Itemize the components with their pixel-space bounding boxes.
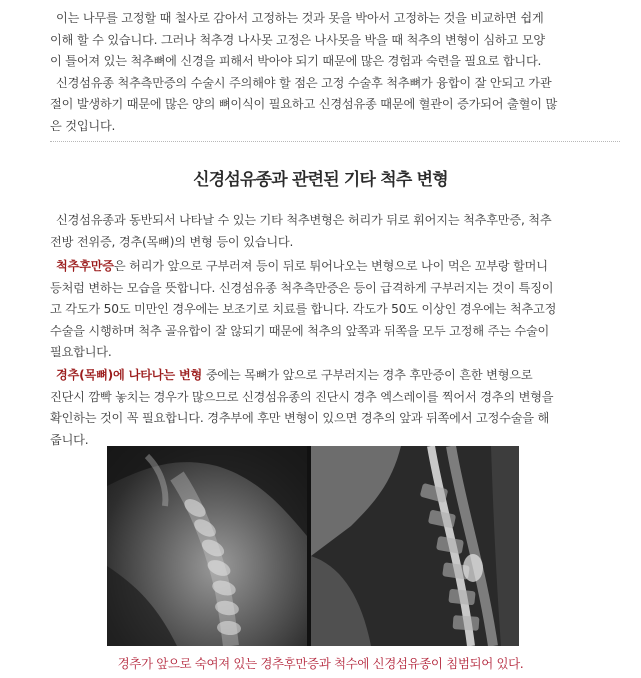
intro-line: 이 틀어져 있는 척추뼈에 신경을 피해서 박아야 되기 때문에 많은 경험과 숙련을 필요로 합니다. [50, 54, 542, 69]
other-deformities-line: 신경섬유종과 동반되서 나타날 수 있는 기타 척추변형은 허리가 뒤로 휘어지는 척추후만증, 척추 [56, 213, 552, 227]
cervical-line: 확인하는 것이 꼭 필요합니다. 경추부에 후만 변형이 있으면 경추의 앞과 뒤쪽에서 고정수술을 해 [50, 411, 550, 426]
intro-line: 은 것입니다. [50, 118, 116, 133]
mri-drawing [311, 446, 519, 646]
figure-caption: 경추가 앞으로 숙여져 있는 경추후만증과 척수에 신경섬유종이 침범되어 있다. [117, 656, 524, 671]
cervical-first-rest: 중에는 목뼈가 앞으로 구부러지는 경추 후만증이 흔한 변형으로 [202, 368, 533, 382]
kyphosis-line: 고 각도가 50도 미만인 경우에는 보조기로 치료를 합니다. 각도가 50도 이상인 경우에는 척추고정 [50, 302, 557, 317]
cervical-first-line [50, 365, 620, 387]
kyphosis-first-rest: 은 허리가 앞으로 구부러져 등이 뒤로 튀어나오는 변형으로 나이 먹은 꼬부랑 할머니 [113, 259, 548, 273]
cervical-xray-image [107, 446, 307, 646]
intro-line: 절이 발생하기 때문에 많은 양의 뼈이식이 필요하고 신경섬유종 때문에 혈관이 증가되어 출혈이 많 [50, 97, 558, 112]
section-title: 신경섬유종과 관련된 기타 척추 변형 [193, 170, 448, 190]
xray-drawing [107, 446, 307, 646]
intro-paragraph [50, 8, 620, 138]
spine-figure [107, 446, 519, 646]
cervical-term: 경추(목뼈)에 나타나는 변형 [56, 368, 203, 382]
kyphosis-line: 수술을 시행하며 척추 골유합이 잘 않되기 때문에 척추의 앞쪽과 뒤쪽을 모두 고정해 주는 수술이 [50, 323, 550, 338]
dotted-divider [50, 141, 620, 142]
other-deformities-line: 전방 전위증, 경추(목뼈)의 변형 등이 있습니다. [50, 234, 294, 249]
cervical-line: 진단시 깜빡 놓치는 경우가 많으므로 신경섬유종의 진단시 경추 엑스레이를 찍어서 경추의 변형을 [50, 389, 554, 404]
cervical-paragraph [50, 365, 620, 451]
kyphosis-paragraph [50, 256, 620, 364]
kyphosis-line: 필요합니다. [50, 345, 112, 360]
intro-line: 이는 나무를 고정할 때 철사로 감아서 고정하는 것과 못을 박아서 고정하는 것을 비교하면 쉽게 [56, 11, 544, 25]
kyphosis-line: 등처럼 변하는 모습을 뜻합니다. 신경섬유종 척추측만증은 등이 급격하게 구부러지는 것이 특징이 [50, 280, 554, 295]
intro-line: 신경섬유종 척추측만증의 수술시 주의해야 할 점은 고정 수술후 척추뼈가 융합이 잘 안되고 가관 [56, 75, 552, 90]
cervical-line: 줍니다. [50, 432, 89, 447]
intro-line: 이해 할 수 있습니다. 그러나 척추경 나사못 고정은 나사못을 박을 때 척추의 변형이 심하고 모양 [50, 32, 545, 47]
kyphosis-first-line [50, 256, 620, 278]
spinal-mri-image [311, 446, 519, 646]
other-deformities-paragraph [50, 210, 620, 253]
kyphosis-term: 척추후만증 [56, 259, 114, 273]
